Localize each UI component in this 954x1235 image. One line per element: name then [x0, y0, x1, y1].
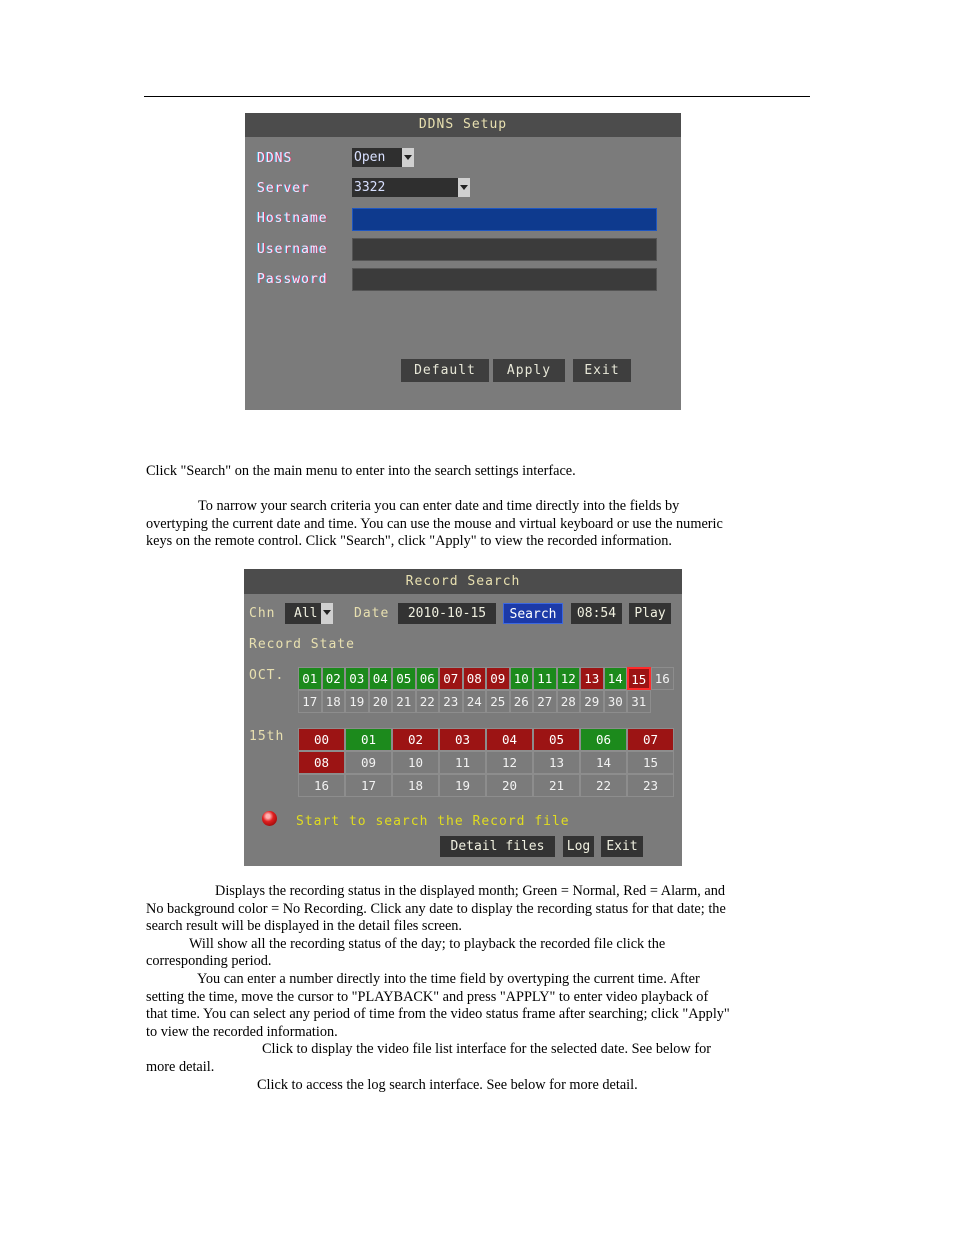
text-line: Will show all the recording status of the day; to playback the recorded file click the: [189, 935, 666, 952]
text-line: more detail.: [146, 1058, 215, 1075]
hour-cell-11[interactable]: 11: [439, 751, 486, 774]
day-cell-13[interactable]: 13: [580, 667, 604, 690]
day-cell-22[interactable]: 22: [416, 690, 440, 713]
hour-cell-07[interactable]: 07: [627, 728, 674, 751]
hour-cell-15[interactable]: 15: [627, 751, 674, 774]
text-line: You can enter a number directly into the time field by overtyping the current time. After: [197, 970, 700, 987]
hour-cell-06[interactable]: 06: [580, 728, 627, 751]
day-cell-18[interactable]: 18: [322, 690, 346, 713]
day-cell-25[interactable]: 25: [486, 690, 510, 713]
hostname-field[interactable]: [352, 208, 657, 231]
day-cell-01[interactable]: 01: [298, 667, 322, 690]
password-field[interactable]: [352, 268, 657, 291]
date-field[interactable]: 2010-10-15: [398, 603, 496, 624]
hour-cell-17[interactable]: 17: [345, 774, 392, 797]
day-cell-14[interactable]: 14: [604, 667, 628, 690]
text-line: that time. You can select any period of time from the video status frame after searching; click "Apply": [146, 1006, 730, 1023]
hour-cell-00[interactable]: 00: [298, 728, 345, 751]
apply-button[interactable]: Apply: [493, 359, 565, 382]
hour-cell-12[interactable]: 12: [486, 751, 533, 774]
channel-select-value: All: [294, 606, 318, 621]
record-state-label: Record State: [249, 637, 355, 652]
intro-text: Click "Search" on the main menu to enter into the search settings interface.: [146, 463, 576, 479]
hour-cell-10[interactable]: 10: [392, 751, 439, 774]
hour-cell-22[interactable]: 22: [580, 774, 627, 797]
day-cell-16[interactable]: 16: [651, 667, 675, 690]
search-button[interactable]: Search: [503, 603, 563, 624]
text-line: setting the time, move the cursor to "PLAYBACK" and press "APPLY" to enter video playback of: [146, 988, 709, 1005]
text-line: No background color = No Recording. Click any date to display the recording status for that date; the: [146, 900, 726, 917]
day-cell-21[interactable]: 21: [392, 690, 416, 713]
day-cell-15[interactable]: 15: [627, 667, 651, 690]
day-cell-17[interactable]: 17: [298, 690, 322, 713]
narrow-criteria-text: [146, 498, 786, 551]
server-label: Server: [257, 181, 310, 196]
hour-cell-14[interactable]: 14: [580, 751, 627, 774]
day-cell-10[interactable]: 10: [510, 667, 534, 690]
hour-cell-18[interactable]: 18: [392, 774, 439, 797]
day-cell-02[interactable]: 02: [322, 667, 346, 690]
page-top-rule: [144, 96, 810, 97]
log-button[interactable]: Log: [563, 836, 594, 857]
day-cell-05[interactable]: 05: [392, 667, 416, 690]
text-line: Click to display the video file list interface for the selected date. See below for: [262, 1041, 712, 1058]
hour-cell-20[interactable]: 20: [486, 774, 533, 797]
channel-select[interactable]: [285, 603, 333, 624]
day-cell-09[interactable]: 09: [486, 667, 510, 690]
play-button[interactable]: Play: [629, 603, 671, 624]
status-indicator-icon: [262, 811, 277, 826]
text-line: Displays the recording status in the displayed month; Green = Normal, Red = Alarm, and: [215, 883, 726, 899]
day-cell-03[interactable]: 03: [345, 667, 369, 690]
day-cell-06[interactable]: 06: [416, 667, 440, 690]
hour-cell-02[interactable]: 02: [392, 728, 439, 751]
hour-cell-08[interactable]: 08: [298, 751, 345, 774]
hour-cell-23[interactable]: 23: [627, 774, 674, 797]
text-line: to view the recorded information.: [146, 1023, 338, 1040]
text-line: keys on the remote control. Click "Search", click "Apply" to view the recorded information.: [146, 533, 672, 550]
hour-cell-16[interactable]: 16: [298, 774, 345, 797]
ddns-setup-panel: [245, 113, 681, 410]
password-label: Password: [257, 272, 328, 287]
day-cell-11[interactable]: 11: [533, 667, 557, 690]
record-search-panel: [244, 569, 682, 866]
hour-cell-09[interactable]: 09: [345, 751, 392, 774]
description-text: [146, 883, 796, 1094]
day-cell-04[interactable]: 04: [369, 667, 393, 690]
day-cell-23[interactable]: 23: [439, 690, 463, 713]
chevron-down-icon: [321, 603, 333, 624]
day-cell-24[interactable]: 24: [463, 690, 487, 713]
default-button[interactable]: Default: [401, 359, 489, 382]
exit-button[interactable]: Exit: [573, 359, 631, 382]
text-line: overtyping the current date and time. You can use the mouse and virtual keyboard or use the numeric: [146, 515, 723, 532]
server-select[interactable]: [352, 178, 470, 197]
day-cell-26[interactable]: 26: [510, 690, 534, 713]
time-field[interactable]: 08:54: [571, 603, 622, 624]
chn-label: Chn: [249, 606, 276, 621]
day-cell-30[interactable]: 30: [604, 690, 628, 713]
hour-cell-05[interactable]: 05: [533, 728, 580, 751]
hour-cell-03[interactable]: 03: [439, 728, 486, 751]
day-cell-19[interactable]: 19: [345, 690, 369, 713]
day-cell-20[interactable]: 20: [369, 690, 393, 713]
day-hour-grid: [298, 728, 674, 797]
day-cell-28[interactable]: 28: [557, 690, 581, 713]
text-line: search result will be displayed in the detail files screen.: [146, 918, 463, 935]
day-cell-29[interactable]: 29: [580, 690, 604, 713]
chevron-down-icon: [402, 148, 414, 167]
hostname-label: Hostname: [257, 211, 328, 226]
username-label: Username: [257, 242, 328, 257]
month-day-grid: [298, 667, 674, 713]
day-label: 15th: [249, 729, 285, 744]
text-line: Click to access the log search interface. See below for more detail.: [257, 1076, 638, 1093]
server-select-value: 3322: [354, 180, 386, 195]
day-cell-27[interactable]: 27: [533, 690, 557, 713]
day-cell-31[interactable]: 31: [627, 690, 651, 713]
ddns-select[interactable]: [352, 148, 414, 167]
month-label: OCT.: [249, 668, 285, 683]
search-hint-text: Start to search the Record file: [296, 814, 570, 829]
ddns-label: DDNS: [257, 151, 293, 166]
record-search-title: Record Search: [244, 569, 682, 594]
hour-cell-19[interactable]: 19: [439, 774, 486, 797]
hour-cell-01[interactable]: 01: [345, 728, 392, 751]
ddns-select-value: Open: [354, 150, 386, 165]
username-field[interactable]: [352, 238, 657, 261]
day-cell-08[interactable]: 08: [463, 667, 487, 690]
hour-cell-04[interactable]: 04: [486, 728, 533, 751]
date-label: Date: [354, 606, 390, 621]
text-line: To narrow your search criteria you can enter date and time directly into the fields by: [198, 498, 680, 514]
hour-cell-13[interactable]: 13: [533, 751, 580, 774]
ddns-setup-title: DDNS Setup: [245, 113, 681, 137]
day-cell-12[interactable]: 12: [557, 667, 581, 690]
text-line: corresponding period.: [146, 953, 272, 970]
detail-files-button[interactable]: Detail files: [440, 836, 555, 857]
chevron-down-icon: [458, 178, 470, 197]
day-cell-07[interactable]: 07: [439, 667, 463, 690]
exit-button[interactable]: Exit: [601, 836, 643, 857]
hour-cell-21[interactable]: 21: [533, 774, 580, 797]
